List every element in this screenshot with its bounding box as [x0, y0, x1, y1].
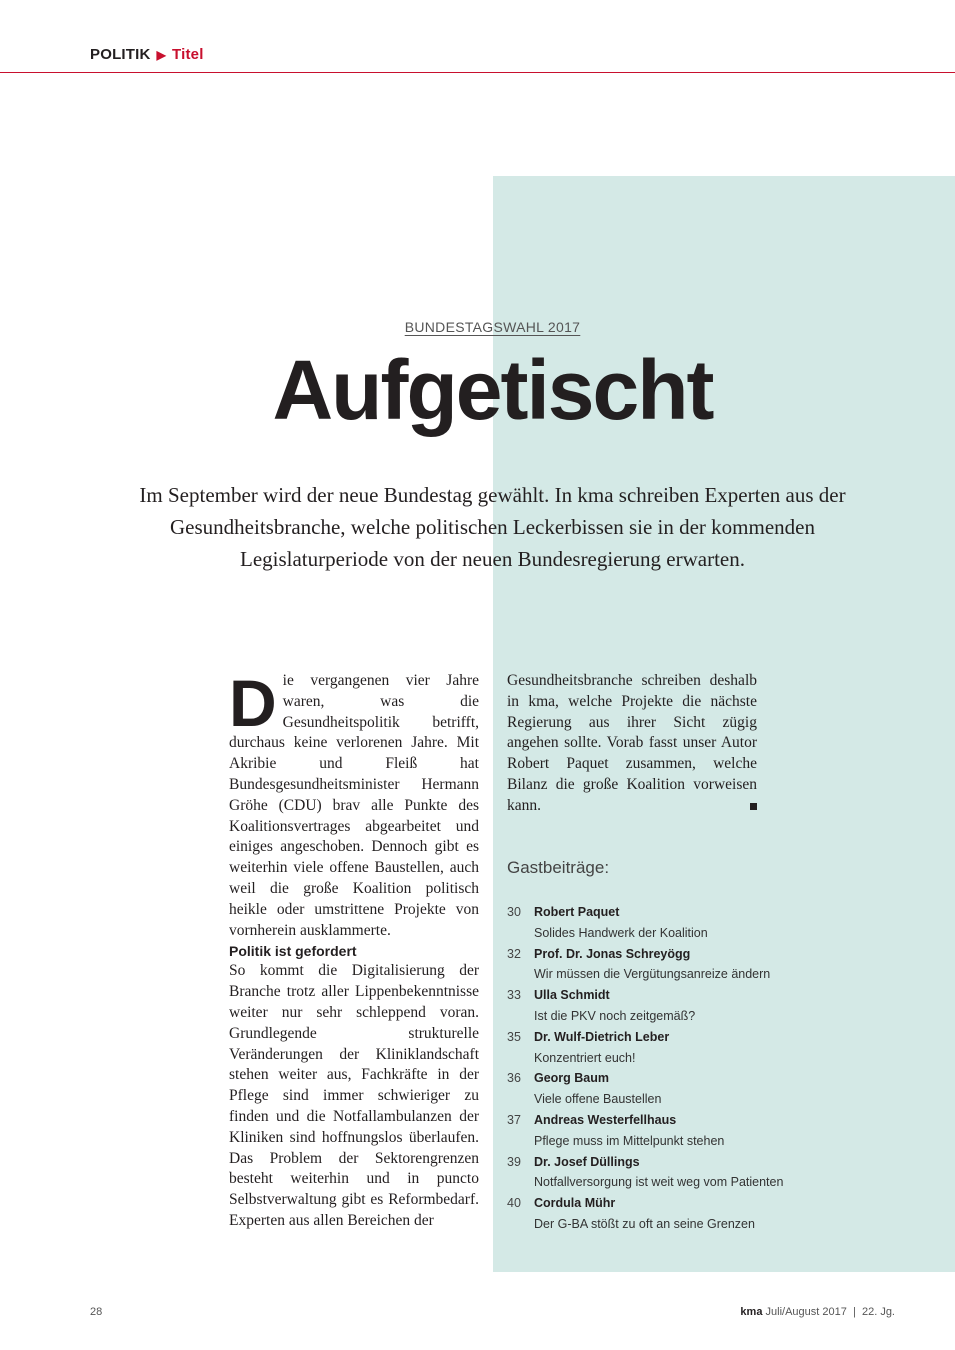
guest-page: 30 [507, 905, 521, 919]
guest-item [507, 1068, 807, 1110]
guest-title: Viele offene Baustellen [534, 1092, 662, 1107]
guest-author: Georg Baum [534, 1071, 610, 1086]
lead-paragraph: Im September wird der neue Bundestag gewählt. In kma schreiben Experten aus der Gesundheitsbranche, welche politischen Leckerbissen sie in der kommenden Legislaturperiode von der neuen Bundesregierung erwarten. [139, 483, 846, 571]
guest-author: Cordula Mühr [534, 1196, 616, 1211]
page-number: 28 [90, 1306, 103, 1318]
guest-item [507, 1027, 807, 1069]
guest-author: Robert Paquet [534, 905, 620, 919]
footer-brand: kma [740, 1306, 763, 1318]
guest-author: Ulla Schmidt [534, 988, 610, 1003]
kicker-text: BUNDESTAGSWAHL 2017 [404, 319, 581, 335]
section-label: POLITIK [90, 46, 151, 63]
body-paragraph-3-text: Gesundheitsbranche schreiben deshalb in kma, welche Projekte die nächste Regierung aus ihrer Sicht zügig angehen sollte. Vorab fasst unser Autor Robert Paquet zusammen, welche Bilanz die große Koalition vorweisen kann. [507, 672, 757, 814]
section-header [90, 46, 204, 63]
guest-author: Dr. Josef Düllings [534, 1154, 640, 1169]
guest-page: 39 [507, 1154, 521, 1169]
guest-list [507, 902, 807, 1235]
footer-info [740, 1306, 895, 1318]
guest-author: Dr. Wulf-Dietrich Leber [534, 1029, 670, 1044]
guest-page: 40 [507, 1196, 521, 1211]
guest-heading: Gastbeiträge: [507, 858, 610, 877]
guest-title: Ist die PKV noch zeitgemäß? [534, 1008, 696, 1023]
body-paragraph-1-text: ie vergangenen vier Jahre waren, was die Gesundheitspolitik betrifft, durchaus keine verlorenen Jahre. Mit Akribie und Fleiß hat Bundesgesundheitsminister Hermann Gröhe (CDU) brav alle Punkte des Koalitionsvertrages abgearbeitet und einiges angeschoben. Dennoch gibt es weiterhin viele offene Baustellen, auch weil die große Koalition politisch heikle oder umstrittene Projekte von vornherein ausklammerte. [229, 672, 479, 939]
guest-item [507, 902, 807, 944]
footer-issue: Juli/August 2017 [765, 1306, 847, 1318]
page-title: Aufgetischt [272, 343, 713, 437]
body-column-right [507, 671, 757, 817]
footer-separator: | [852, 1306, 856, 1318]
guest-item [507, 985, 807, 1027]
guest-page: 35 [507, 1029, 521, 1044]
drop-cap: D [229, 666, 277, 740]
guest-page: 36 [507, 1071, 521, 1086]
arrow-right-icon: ▶ [156, 47, 167, 62]
guest-page: 32 [507, 946, 521, 961]
footer-volume: 22. Jg. [861, 1306, 895, 1318]
guest-title: Solides Handwerk der Koalition [534, 925, 708, 940]
guest-title: Der G-BA stößt zu oft an seine Grenzen [534, 1216, 755, 1231]
guest-page: 33 [507, 988, 521, 1003]
guest-title: Notfallversorgung ist weit weg vom Patienten [534, 1175, 784, 1190]
kicker [0, 319, 955, 335]
header-rule [0, 72, 955, 73]
guest-title: Konzentriert euch! [534, 1050, 636, 1065]
subheading: Politik ist gefordert [229, 943, 357, 960]
body-column-left [229, 666, 479, 1232]
guest-page: 37 [507, 1112, 521, 1127]
guest-title: Pflege muss im Mittelpunkt stehen [534, 1133, 725, 1148]
guest-title: Wir müssen die Vergütungsanreize ändern [534, 967, 771, 982]
guest-author: Prof. Dr. Jonas Schreyögg [534, 946, 691, 961]
guest-item [507, 1152, 807, 1194]
body-paragraph-2: So kommt die Digitalisierung der Branche trotz aller Lippenbekenntnisse weiter nur sehr schleppend voran. Grundlegende strukturelle Veränderungen der Kliniklandschaft stehen weiter aus, Fachkräfte in der Pflege sind immer schwieriger zu finden und die Notfallambulanzen der Kliniken sind hoffnungslos überlaufen. Das Problem der Sektorengrenzen besteht weiterhin und in puncto Selbstverwaltung gibt es Reformbedarf. Experten aus allen Bereichen der [229, 962, 479, 1229]
guest-author: Andreas Westerfellhaus [534, 1112, 677, 1127]
subsection-label: Titel [172, 46, 204, 63]
guest-item [507, 1110, 807, 1152]
body-paragraph-3 [507, 671, 757, 817]
end-mark-icon [750, 803, 757, 810]
guest-item [507, 944, 807, 986]
guest-item [507, 1193, 807, 1235]
body-paragraph-1 [229, 666, 479, 941]
